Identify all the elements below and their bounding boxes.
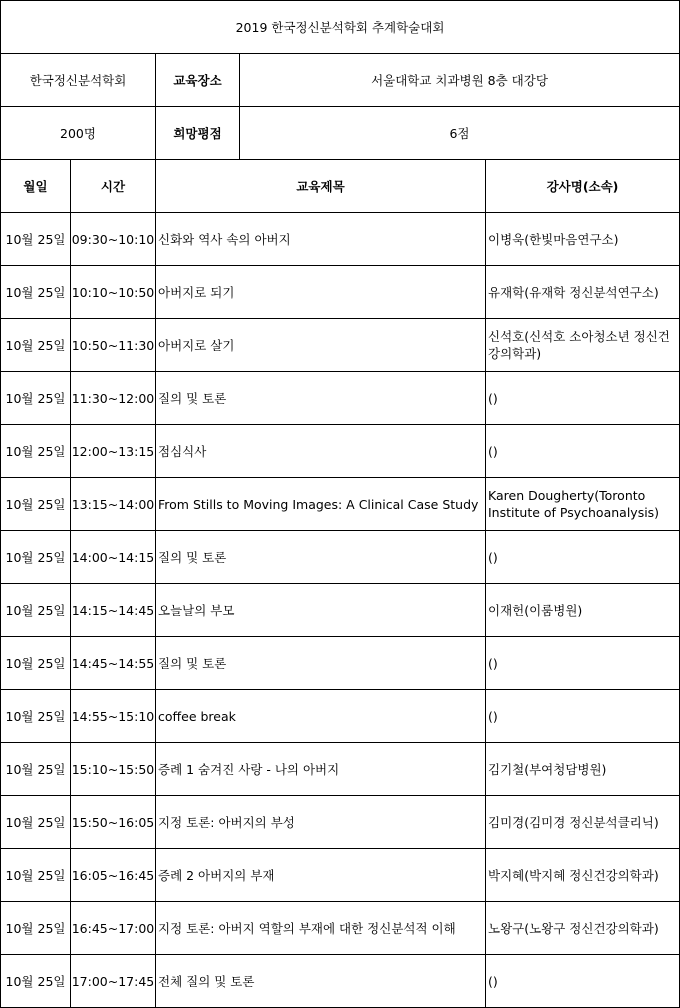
session-topic-cell [155,954,486,1008]
session-date-cell [0,477,71,531]
session-date: 10월 25일 [5,867,66,883]
session-date: 10월 25일 [5,920,66,936]
session-date-cell [0,795,71,849]
session-time: 12:00~13:15 [71,443,155,459]
session-speaker-cell [485,689,680,743]
session-topic-cell [155,424,486,478]
session-speaker: 이병욱(한빛마음연구소) [488,231,619,247]
session-speaker: () [488,973,498,989]
session-speaker: () [488,443,498,459]
venue-label-text: 교육장소 [173,72,222,88]
session-time-cell [70,583,156,637]
session-topic: 신화와 역사 속의 아버지 [158,231,291,247]
session-date: 10월 25일 [5,284,66,300]
credit-label-cell [155,106,240,160]
session-time: 16:05~16:45 [71,867,155,883]
session-topic-cell [155,530,486,584]
session-speaker: () [488,708,498,724]
session-date-cell [0,689,71,743]
session-date-cell [0,848,71,902]
session-date: 10월 25일 [5,814,66,830]
session-time: 10:50~11:30 [71,337,155,353]
session-time-cell [70,689,156,743]
session-date: 10월 25일 [5,655,66,671]
session-topic-cell [155,212,486,266]
session-topic: 증례 2 아버지의 부재 [158,867,275,883]
session-time-cell [70,954,156,1008]
session-speaker-cell [485,583,680,637]
session-time-cell [70,636,156,690]
session-topic-cell [155,318,486,372]
session-topic: 질의 및 토론 [158,390,227,406]
session-time: 15:10~15:50 [71,761,155,777]
session-topic-cell [155,795,486,849]
session-speaker-cell [485,795,680,849]
session-date: 10월 25일 [5,337,66,353]
session-speaker-cell [485,371,680,425]
session-topic: 오늘날의 부모 [158,602,235,618]
column-header-date [0,159,71,213]
session-date: 10월 25일 [5,761,66,777]
session-topic: 질의 및 토론 [158,655,227,671]
session-speaker: 유재학(유재학 정신분석연구소) [488,284,659,300]
session-date: 10월 25일 [5,390,66,406]
session-time: 14:55~15:10 [71,708,155,724]
session-date-cell [0,318,71,372]
session-date: 10월 25일 [5,973,66,989]
session-time: 09:30~10:10 [71,231,155,247]
session-speaker-cell [485,901,680,955]
session-time-cell [70,901,156,955]
session-date-cell [0,265,71,319]
session-date-cell [0,583,71,637]
session-speaker: 박지혜(박지혜 정신건강의학과) [488,867,659,883]
session-speaker-cell [485,530,680,584]
session-date: 10월 25일 [5,496,66,512]
session-speaker: () [488,549,498,565]
session-topic-cell [155,742,486,796]
session-topic: 증례 1 숨겨진 사랑 - 나의 아버지 [158,761,340,777]
venue-text: 서울대학교 치과병원 8층 대강당 [371,72,548,88]
session-speaker-cell [485,636,680,690]
event-title [0,0,680,54]
session-speaker: 김기철(부여청담병원) [488,761,607,777]
session-topic-cell [155,477,486,531]
session-speaker-cell [485,477,680,531]
session-time-cell [70,424,156,478]
venue-label-cell [155,53,240,107]
session-time-cell [70,212,156,266]
session-topic: 전체 질의 및 토론 [158,973,255,989]
session-speaker-cell [485,954,680,1008]
session-topic: 지정 토론: 아버지 역할의 부재에 대한 정신분석적 이해 [158,920,456,936]
session-speaker: () [488,655,498,671]
column-header-topic-text: 교육제목 [296,178,345,194]
column-header-time [70,159,156,213]
session-speaker-cell [485,424,680,478]
session-speaker: 노왕구(노왕구 정신건강의학과) [488,920,659,936]
session-speaker-cell [485,848,680,902]
session-speaker-cell [485,742,680,796]
session-speaker-cell [485,318,680,372]
session-date: 10월 25일 [5,231,66,247]
column-header-topic [155,159,486,213]
session-date-cell [0,371,71,425]
session-speaker-cell [485,212,680,266]
session-time-cell [70,795,156,849]
session-speaker: Karen Dougherty(Toronto Institute of Psychoanalysis) [488,488,660,520]
session-topic: From Stills to Moving Images: A Clinical Case Study [158,496,479,512]
session-time-cell [70,477,156,531]
session-time-cell [70,848,156,902]
session-time: 14:00~14:15 [71,549,155,565]
venue-cell [239,53,680,107]
session-time-cell [70,265,156,319]
session-date-cell [0,901,71,955]
session-date-cell [0,530,71,584]
session-time: 17:00~17:45 [71,973,155,989]
session-topic: 아버지로 되기 [158,284,235,300]
session-time-cell [70,530,156,584]
event-title-text: 2019 한국정신분석학회 추계학술대회 [235,19,445,35]
organizer-text: 한국정신분석학회 [29,72,127,88]
capacity-text: 200명 [60,125,96,141]
session-speaker: 이재헌(이룸병원) [488,602,583,618]
session-time-cell [70,318,156,372]
organizer-cell [0,53,156,107]
session-time: 10:10~10:50 [71,284,155,300]
session-topic: 점심식사 [158,443,207,459]
session-time: 14:45~14:55 [71,655,155,671]
session-date: 10월 25일 [5,708,66,724]
session-date-cell [0,954,71,1008]
session-time: 15:50~16:05 [71,814,155,830]
session-topic: 지정 토론: 아버지의 부성 [158,814,295,830]
session-date: 10월 25일 [5,602,66,618]
session-speaker-cell [485,265,680,319]
session-topic-cell [155,901,486,955]
session-date-cell [0,212,71,266]
session-speaker: 김미경(김미경 정신분석클리닉) [488,814,659,830]
column-header-date-text: 월일 [23,178,48,194]
column-header-speaker [485,159,680,213]
session-topic-cell [155,371,486,425]
capacity-cell [0,106,156,160]
credit-text: 6점 [449,125,470,141]
session-time: 16:45~17:00 [71,920,155,936]
session-time: 11:30~12:00 [71,390,155,406]
session-speaker: () [488,390,498,406]
column-header-time-text: 시간 [100,178,126,194]
session-date-cell [0,636,71,690]
session-topic-cell [155,848,486,902]
session-topic: 질의 및 토론 [158,549,227,565]
session-date-cell [0,424,71,478]
session-time-cell [70,742,156,796]
session-speaker: 신석호(신석호 소아청소년 정신건강의학과) [488,329,670,361]
session-date: 10월 25일 [5,443,66,459]
session-topic-cell [155,689,486,743]
session-date-cell [0,742,71,796]
session-time: 13:15~14:00 [71,496,155,512]
credit-label-text: 희망평점 [173,125,222,141]
session-topic: coffee break [158,708,236,724]
session-time-cell [70,371,156,425]
session-time: 14:15~14:45 [71,602,155,618]
column-header-speaker-text: 강사명(소속) [546,178,619,194]
session-topic-cell [155,636,486,690]
credit-cell [239,106,680,160]
session-topic-cell [155,265,486,319]
session-topic-cell [155,583,486,637]
session-date: 10월 25일 [5,549,66,565]
session-topic: 아버지로 살기 [158,337,235,353]
